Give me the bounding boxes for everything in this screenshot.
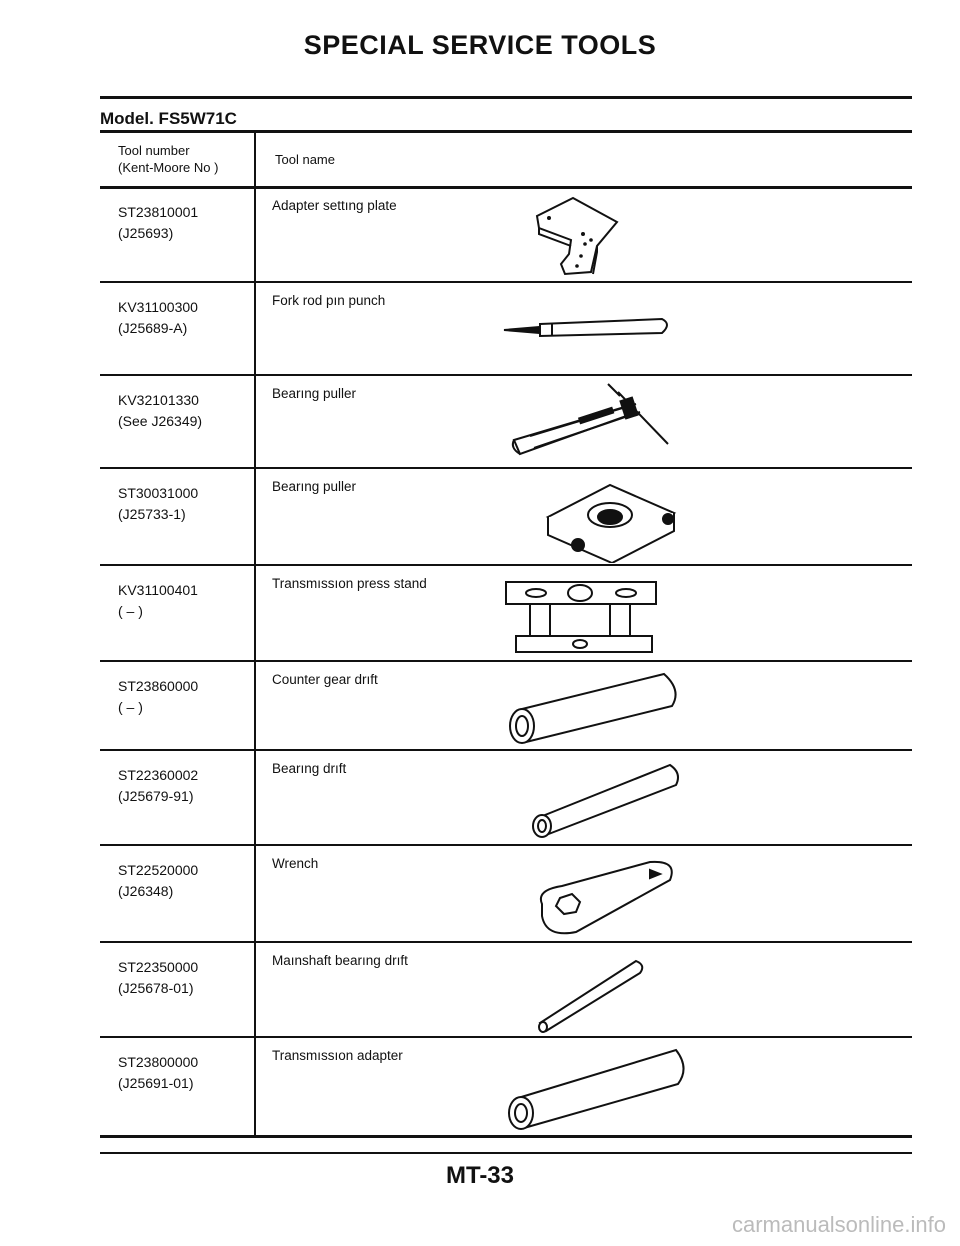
adapter-plate-icon <box>525 194 630 276</box>
tool-name: Counter gear drıft <box>272 672 378 687</box>
title-rule <box>100 96 912 99</box>
page-number: MT-33 <box>445 1162 514 1189</box>
tool-number-cell <box>118 860 198 902</box>
kent-moore-number: (See J26349) <box>118 413 203 429</box>
tool-number-cell <box>118 483 198 525</box>
header-tool-number <box>118 142 218 176</box>
bearing-puller-icon <box>508 382 683 466</box>
header-tool-number-label: Tool number <box>118 143 190 158</box>
tool-number: ST22350000 <box>118 959 199 975</box>
tool-number-cell <box>118 580 198 622</box>
tool-name: Maınshaft bearıng drıft <box>272 953 408 968</box>
kent-moore-number: (J25733-1) <box>118 506 186 522</box>
tool-name: Bearıng puller <box>272 386 357 401</box>
table-row <box>100 376 912 469</box>
tool-number-cell <box>118 390 202 432</box>
table-bottom-rule <box>100 1135 912 1138</box>
tool-number: KV32101330 <box>118 392 199 408</box>
kent-moore-number: (J25691-01) <box>118 1075 194 1091</box>
tool-name: Transmıssıon adapter <box>272 1048 403 1063</box>
tool-number: KV31100300 <box>118 299 198 315</box>
tool-number: ST23810001 <box>118 204 199 220</box>
tool-number: ST22360002 <box>118 767 199 783</box>
kent-moore-number: (J25693) <box>118 225 174 241</box>
press-stand-icon <box>500 578 660 656</box>
tool-number: KV31100401 <box>118 582 198 598</box>
kent-moore-number: (J25689-A) <box>118 320 188 336</box>
tool-number-cell <box>118 1052 198 1094</box>
kent-moore-number: (J25678-01) <box>118 980 194 996</box>
tool-name: Bearıng puller <box>272 479 357 494</box>
kent-moore-number: ( – ) <box>118 699 143 715</box>
tool-number: ST30031000 <box>118 485 199 501</box>
table-row <box>100 469 912 566</box>
header-tool-name: Tool name <box>275 152 335 167</box>
tool-number-cell <box>118 765 198 807</box>
wrench-icon <box>532 854 682 940</box>
table-row <box>100 943 912 1038</box>
tool-number-cell <box>118 957 198 999</box>
tool-name: Transmıssıon press stand <box>272 576 427 591</box>
pin-punch-icon <box>500 311 675 345</box>
model-rule <box>100 130 912 133</box>
tool-number: ST22520000 <box>118 862 199 878</box>
bearing-drift-icon <box>530 759 710 841</box>
footer-rule <box>100 1152 912 1154</box>
table-row <box>100 188 912 283</box>
header-kent-moore-label: (Kent-Moore No ) <box>118 160 219 175</box>
tool-number-cell <box>118 676 198 718</box>
table-row <box>100 283 912 376</box>
transmission-adapter-icon <box>500 1044 700 1130</box>
tool-name: Wrench <box>272 856 319 871</box>
table-row <box>100 1038 912 1137</box>
table-row <box>100 662 912 751</box>
split-bearing-puller-icon <box>536 475 686 563</box>
tool-number: ST23800000 <box>118 1054 199 1070</box>
tool-number-cell <box>118 202 198 244</box>
table-row <box>100 846 912 943</box>
kent-moore-number: ( – ) <box>118 603 143 619</box>
kent-moore-number: (J26348) <box>118 883 174 899</box>
tool-name: Fork rod pın punch <box>272 293 386 308</box>
tool-name: Adapter settıng plate <box>272 198 397 213</box>
counter-gear-drift-icon <box>500 670 700 748</box>
mainshaft-drift-icon <box>536 957 650 1033</box>
page-title: SPECIAL SERVICE TOOLS <box>303 30 657 60</box>
model-label: Model. FS5W71C <box>100 109 237 128</box>
tool-number-cell <box>118 297 198 339</box>
table-row <box>100 566 912 662</box>
tool-number: ST23860000 <box>118 678 199 694</box>
tool-name: Bearıng drıft <box>272 761 347 776</box>
watermark: carmanualsonline.info <box>731 1212 946 1237</box>
table-row <box>100 751 912 846</box>
kent-moore-number: (J25679-91) <box>118 788 194 804</box>
